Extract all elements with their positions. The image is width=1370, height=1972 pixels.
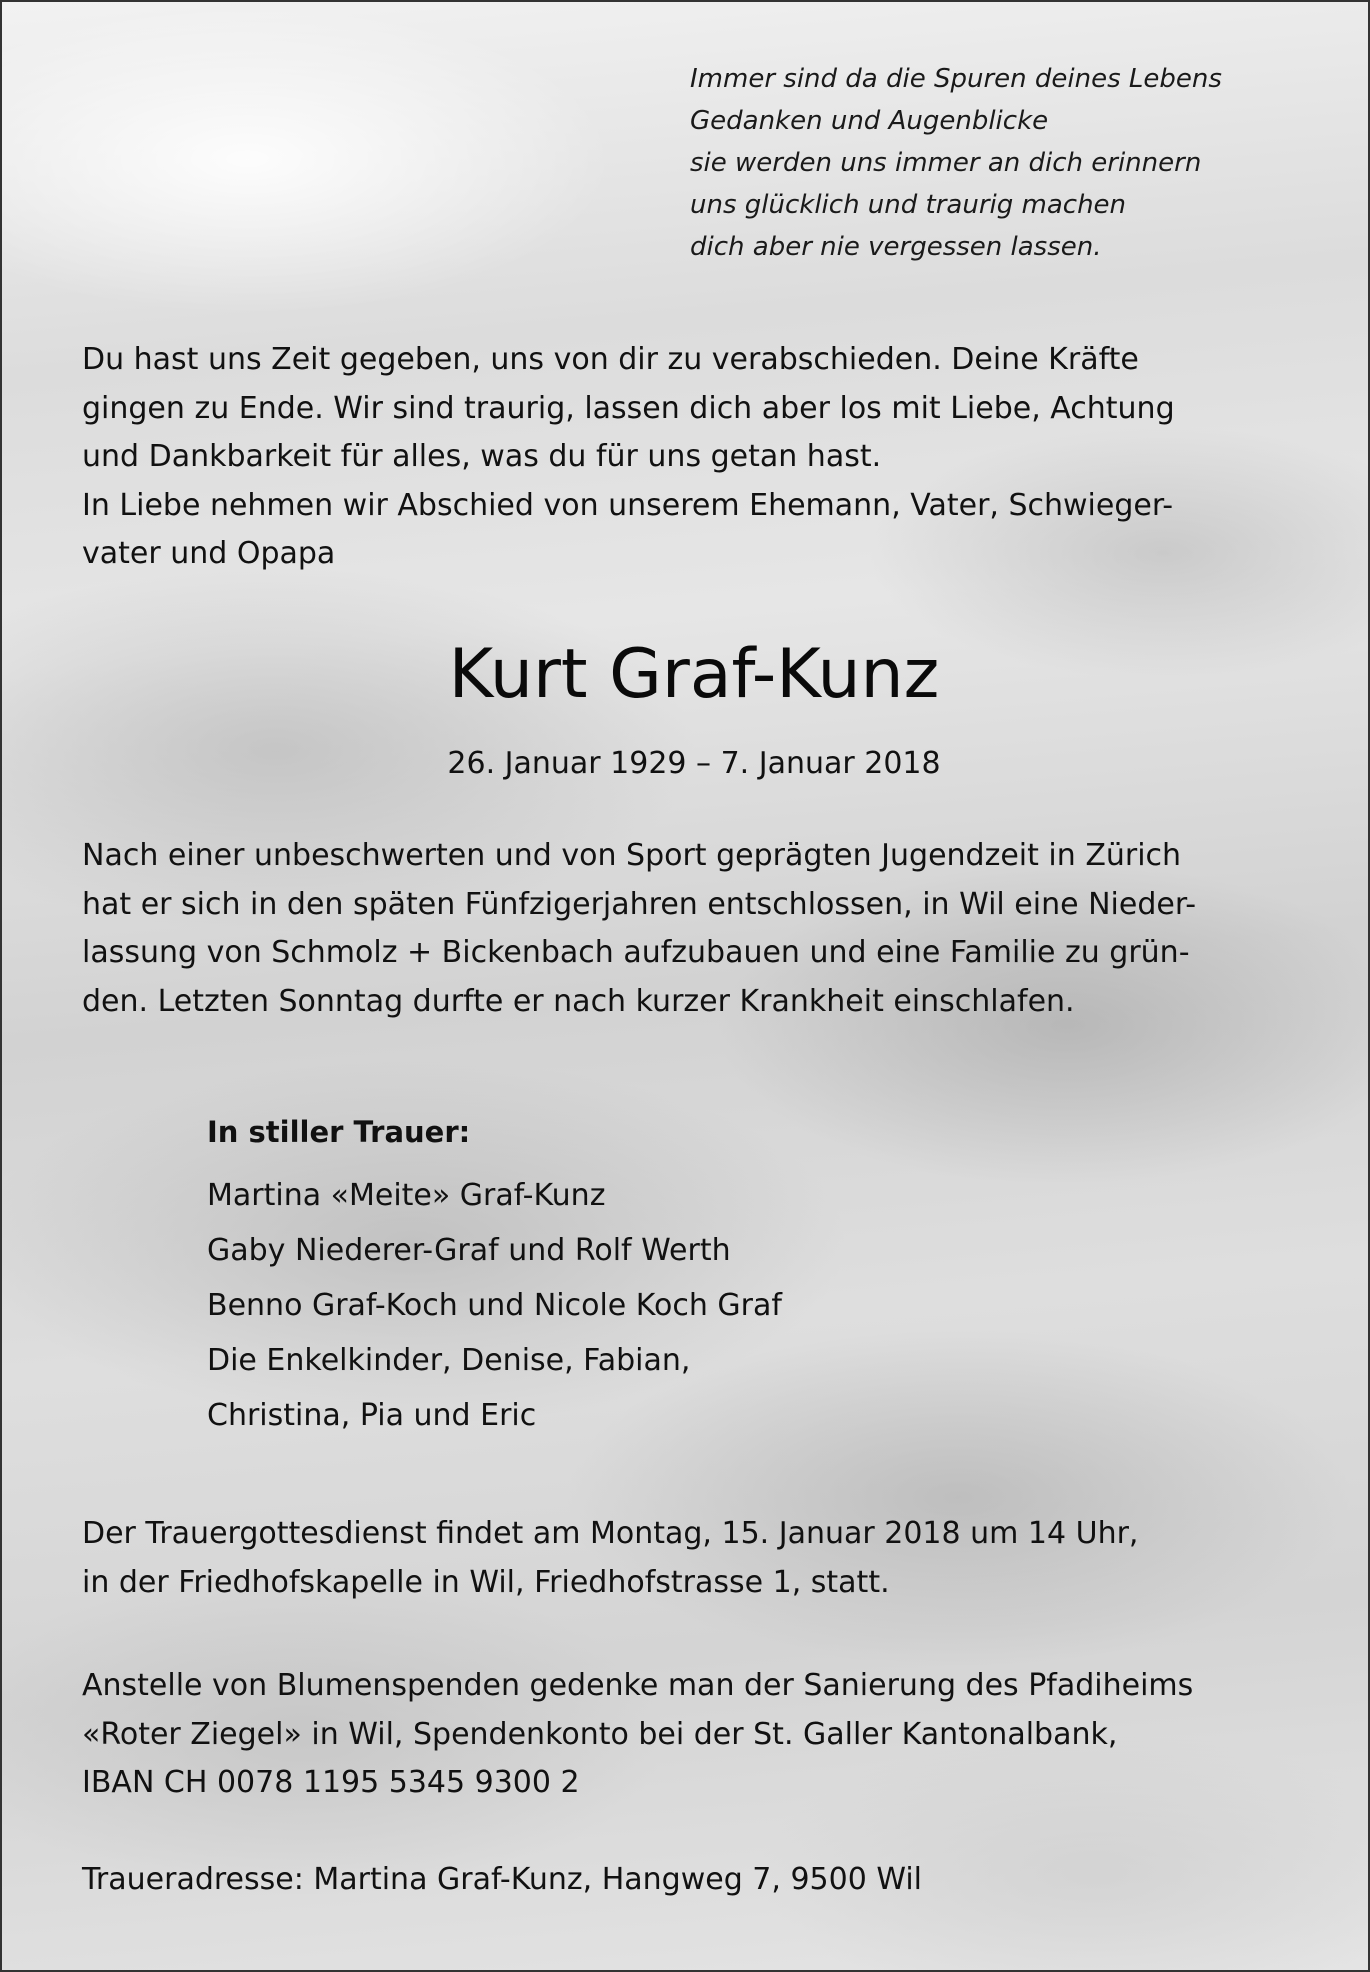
bio-line: lassung von Schmolz + Bickenbach aufzubauen und eine Familie zu grün- [82, 935, 1190, 970]
bio-line: hat er sich in den späten Fünfzigerjahren entschlossen, in Wil eine Nieder- [82, 886, 1197, 922]
poem-line: dich aber nie vergessen lassen. [690, 232, 1102, 262]
intro-line: gingen zu Ende. Wir sind traurig, lassen dich aber los mit Liebe, Achtung [82, 390, 1175, 426]
intro-line: vater und Opapa [82, 536, 336, 571]
biography-paragraph [82, 832, 1196, 1026]
deceased-name: Kurt Graf-Kunz [448, 635, 940, 714]
donation-line: «Roter Ziegel» in Wil, Spendenkonto bei der St. Galler Kantonalbank, [82, 1716, 1118, 1752]
poem-line: Immer sind da die Spuren deines Lebens [690, 64, 1222, 94]
intro-paragraph [82, 336, 1175, 579]
donation-line: Anstelle von Blumenspenden gedenke man der Sanierung des Pfadiheims [82, 1668, 1194, 1703]
mourner-name: Die Enkelkinder, Denise, Fabian, [207, 1343, 691, 1378]
poem-line: Gedanken und Augenblicke [690, 106, 1049, 136]
funeral-service-info [82, 1510, 1138, 1607]
memorial-poem [690, 58, 1222, 268]
life-dates: 26. Januar 1929 – 7. Januar 2018 [447, 746, 941, 781]
mourners-list [207, 1108, 782, 1443]
intro-line: und Dankbarkeit für alles, was du für uns getan hast. [82, 439, 882, 474]
service-line: in der Friedhofskapelle in Wil, Friedhofstrasse 1, statt. [82, 1564, 890, 1600]
intro-line: In Liebe nehmen wir Abschied von unserem Ehemann, Vater, Schwieger- [82, 487, 1174, 523]
intro-line: Du hast uns Zeit gegeben, uns von dir zu verabschieden. Deine Kräfte [82, 342, 1139, 377]
bio-line: den. Letzten Sonntag durfte er nach kurzer Krankheit einschlafen. [82, 983, 1075, 1019]
service-line: Der Trauergottesdienst findet am Montag, 15. Januar 2018 um 14 Uhr, [82, 1516, 1139, 1551]
mourner-name: Gaby Niederer-Graf und Rolf Werth [207, 1233, 731, 1268]
mourning-address: Traueradresse: Martina Graf-Kunz, Hangweg 7, 9500 Wil [82, 1862, 923, 1897]
bio-line: Nach einer unbeschwerten und von Sport geprägten Jugendzeit in Zürich [82, 838, 1182, 873]
mourner-name: Benno Graf-Koch und Nicole Koch Graf [207, 1288, 782, 1323]
mourner-name: Christina, Pia und Eric [207, 1398, 537, 1433]
poem-line: uns glücklich und traurig machen [690, 190, 1127, 220]
poem-line: sie werden uns immer an dich erinnern [690, 148, 1202, 178]
donation-info [82, 1662, 1193, 1808]
mourner-name: Martina «Meite» Graf-Kunz [207, 1178, 606, 1213]
donation-line: IBAN CH 0078 1195 5345 9300 2 [82, 1765, 580, 1800]
mourners-heading: In stiller Trauer: [207, 1115, 471, 1149]
